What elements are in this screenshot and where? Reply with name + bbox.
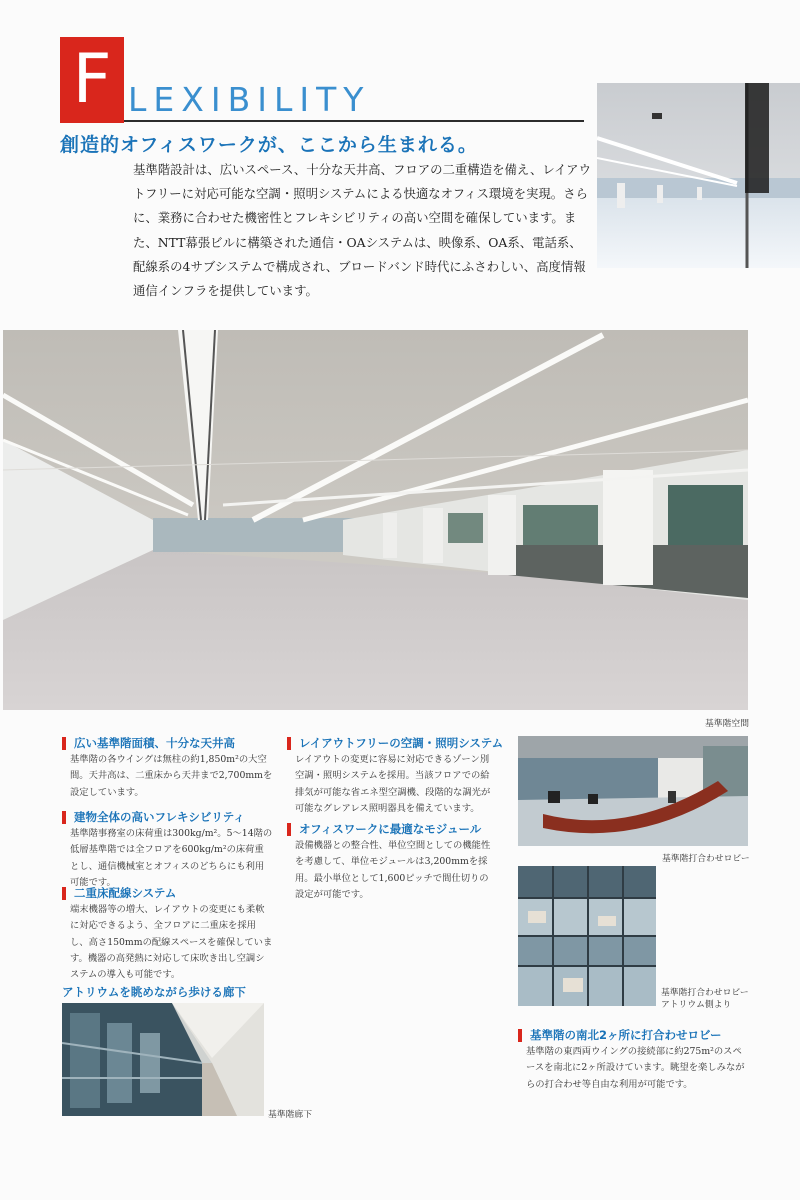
main-floor-photo-image xyxy=(3,330,748,710)
section-title-corridor: アトリウムを眺めながら歩ける廊下 xyxy=(62,985,246,999)
title-underline xyxy=(124,120,584,122)
caption-corridor-photo: 基準階廊下 xyxy=(268,1110,312,1120)
lobby-photo-image xyxy=(518,736,748,846)
section-body-meeting-lobby: 基準階の東西両ウイングの接続部に約275m²のスペースを南北に2ヶ所設けています。眺望を楽しみながらの打合わせ等自由な利用が可能です。 xyxy=(526,1046,745,1090)
section-title-hvac-lighting: レイアウトフリーの空調・照明システム xyxy=(287,737,503,750)
section-title-word: LEXIBILITY xyxy=(128,80,371,119)
section-title-module: オフィスワークに最適なモジュール xyxy=(287,823,481,836)
caption-lobby-photo: 基準階打合わせロビー xyxy=(662,854,750,864)
intro-paragraph: 基準階設計は、広いスペース、十分な天井高、フロアの二重構造を備え、レイアウトフリーに対応可能な空調・照明システムによる快適なオフィス環境を実現。さらに、業務に合わせた機密性とフレキシビリティの高い空間を確保しています。また、NTT幕張ビルに構築された通信・OAシステムは、映像系、OA系、電話系、配線系の4サブシステムで構成され、ブロードバンド時代にふさわしい、高度情報通信インフラを提供しています。 xyxy=(133,162,591,299)
section-body-hvac-lighting: レイアウトの変更に容易に対応できるゾーン別空調・照明システムを採用。当該フロアでの給排気が可能な省エネ型空調機、段階的な調光が可能なグレアレス照明器具を備えています。 xyxy=(295,754,491,814)
atrium-photo xyxy=(518,866,656,1006)
section-title-flexibility: 建物全体の高いフレキシビリティ xyxy=(62,811,245,824)
section-title-meeting-lobby: 基準階の南北2ヶ所に打合わせロビー xyxy=(518,1029,722,1042)
section-title-raised-floor: 二重床配線システム xyxy=(62,887,176,900)
section-body-floor-area: 基準階の各ウイングは無柱の約1,850m²の大空間。天井高は、二重床から天井まで2,700mmを設定しています。 xyxy=(70,754,273,798)
atrium-photo-image xyxy=(518,866,656,1006)
office-photo-top-image xyxy=(597,83,800,268)
section-body-flexibility: 基準階事務室の床荷重は300kg/m²。5～14階の低層基準階では全フロアを600kg/m²の床荷重とし、通信機械室とオフィスのどちらにも利用可能です。 xyxy=(70,828,273,888)
corridor-photo-image xyxy=(62,1003,264,1116)
lobby-photo xyxy=(518,736,748,846)
tagline: 創造的オフィスワークが、ここから生まれる。 xyxy=(60,134,478,156)
section-body-module: 設備機器との整合性、単位空間としての機能性を考慮して、単位モジュールは3,200mmを採用。最小単位として1,600ピッチで間仕切りの設定が可能です。 xyxy=(295,840,491,900)
caption-atrium-photo-line1: 基準階打合わせロビー xyxy=(661,988,749,998)
office-photo-top xyxy=(597,83,800,268)
main-floor-photo xyxy=(3,330,748,710)
caption-atrium-photo-line2: アトリウム側より xyxy=(661,1000,732,1010)
corridor-photo xyxy=(62,1003,264,1116)
caption-main-photo: 基準階空間 xyxy=(705,719,749,729)
section-body-raised-floor: 端末機器等の増大、レイアウトの変更にも柔軟に対応できるよう、全フロアに二重床を採用し、高さ150mmの配線スペースを確保しています。機器の高発熱に対応して床吹き出し空調システムの導入も可能です。 xyxy=(70,904,273,981)
section-initial-tile: F xyxy=(60,37,124,123)
section-title-floor-area: 広い基準階面積、十分な天井高 xyxy=(62,737,235,750)
